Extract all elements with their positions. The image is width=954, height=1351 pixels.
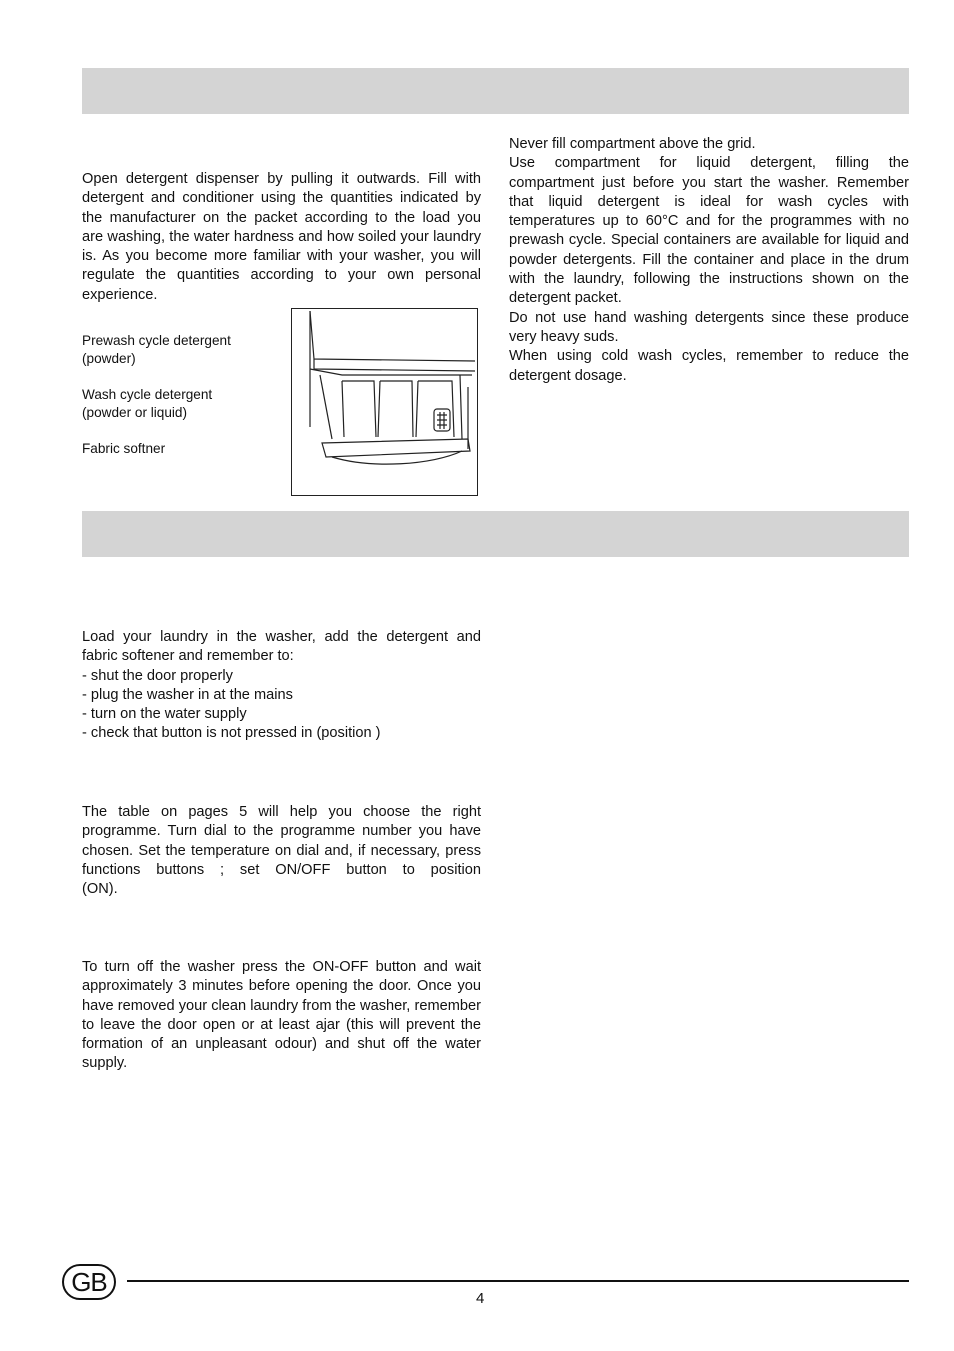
section-header-band-1: [82, 68, 909, 114]
text-line: The table on pages 5 will help you choose the right: [82, 804, 481, 820]
text-line: very heavy suds.: [509, 328, 619, 345]
text-line: that liquid detergent is ideal for wash cycles with: [509, 193, 909, 210]
text-line: - turn on the water supply: [82, 706, 247, 723]
text-line: experience.: [82, 286, 158, 303]
text-line: formation of an unpleasant odour) and shut off the water: [82, 1036, 481, 1053]
text-line: the manufacturer on the packet according to the load you: [82, 209, 481, 226]
text-line: detergent and conditioner using the quantities indicated by: [82, 190, 481, 207]
text-line: Open detergent dispenser by pulling it outwards. Fill with: [82, 171, 481, 187]
text-line: with the laundry, following the instructions shown on the: [509, 271, 909, 288]
text-line: - plug the washer in at the mains: [82, 686, 293, 703]
page-number: 4: [476, 1290, 485, 1307]
label-line: (powder or liquid): [82, 405, 188, 420]
label-softener: [82, 440, 165, 458]
detergent-drawer-illustration: [291, 308, 478, 496]
programme-paragraph: [82, 803, 481, 899]
label-wash: [82, 386, 212, 422]
text-line: powder detergents. Fill the container and place in the drum: [509, 251, 909, 268]
text-line: (ON).: [82, 881, 118, 898]
text-line: supply.: [82, 1055, 128, 1072]
drawer-drawing: [292, 309, 477, 495]
text-line: to leave the door open or at least ajar (this will prevent the: [82, 1016, 481, 1033]
text-line: - shut the door properly: [82, 667, 233, 684]
text-line: When using cold wash cycles, remember to reduce the: [509, 348, 909, 365]
text-line: fabric softener and remember to:: [82, 648, 294, 665]
label-prewash: [82, 332, 231, 368]
text-line: programme. Turn dial to the programme number you have: [82, 823, 481, 840]
text-line: Do not use hand washing detergents since these produce: [509, 309, 909, 326]
text-line: is. As you become more familiar with your washer, you will: [82, 248, 481, 265]
text-line: Never fill compartment above the grid.: [509, 136, 756, 152]
label-line: Fabric softner: [82, 441, 166, 456]
text-line: - check that button is not pressed in (position ): [82, 725, 381, 742]
text-line: prewash cycle. Special containers are available for liquid and: [509, 232, 909, 249]
text-line: functions buttons ; set ON/OFF button to position: [82, 861, 481, 878]
text-line: chosen. Set the temperature on dial and, if necessary, press: [82, 842, 481, 859]
footer-rule: [127, 1280, 909, 1282]
detergent-paragraph: [509, 135, 909, 386]
text-line: temperatures up to 60°C and for the programmes with no: [509, 213, 909, 230]
text-line: regulate the quantities according to your own personal: [82, 267, 481, 284]
text-line: Load your laundry in the washer, add the detergent and: [82, 629, 481, 645]
text-line: compartment just before you start the washer. Remember: [509, 174, 909, 191]
text-line: detergent packet.: [509, 290, 622, 307]
country-badge: GB: [62, 1264, 116, 1300]
label-line: Wash cycle detergent: [82, 387, 213, 402]
text-line: approximately 3 minutes before opening the door. Once you: [82, 978, 481, 995]
text-line: To turn off the washer press the ON-OFF button and wait: [82, 959, 481, 975]
turn-off-paragraph: [82, 958, 481, 1074]
label-line: Prewash cycle detergent: [82, 333, 231, 348]
section-header-band-2: [82, 511, 909, 557]
dispenser-paragraph: [82, 170, 481, 305]
text-line: Use compartment for liquid detergent, filling the: [509, 155, 909, 172]
label-line: (powder): [82, 351, 136, 366]
text-line: detergent dosage.: [509, 367, 627, 384]
load-paragraph: [82, 628, 481, 744]
text-line: are washing, the water hardness and how soiled your laundry: [82, 228, 481, 245]
text-line: have removed your clean laundry from the washer, remember: [82, 997, 481, 1014]
